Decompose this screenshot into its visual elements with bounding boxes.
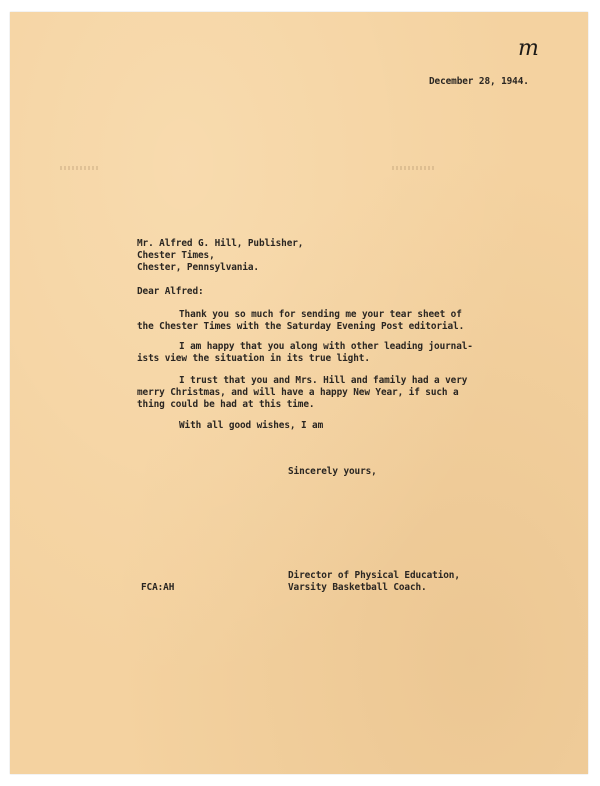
address-line: Chester, Pennsylvania. [137,262,259,273]
body-line: I trust that you and Mrs. Hill and family had a very [179,375,468,386]
signature-title-line: Director of Physical Education, [288,570,460,581]
salutation: Dear Alfred: [137,286,204,297]
body-line: With all good wishes, I am [179,420,324,431]
letter-date: December 28, 1944. [429,76,529,87]
faint-marking [392,166,434,170]
body-line: I am happy that you along with other leading journal- [179,341,473,352]
body-line: thing could be had at this time. [137,399,315,410]
handwritten-initial: m [518,36,539,61]
address-line: Chester Times, [137,250,215,261]
address-line: Mr. Alfred G. Hill, Publisher, [137,238,304,249]
body-line: the Chester Times with the Saturday Evening Post editorial. [137,321,465,332]
complimentary-closing: Sincerely yours, [288,466,377,477]
body-line: merry Christmas, and will have a happy New Year, if such a [137,387,459,398]
signature-title-line: Varsity Basketball Coach. [288,582,427,593]
faint-marking [60,166,98,170]
reference-initials: FCA:AH [141,582,175,593]
body-line: ists view the situation in its true light. [137,353,370,364]
body-line: Thank you so much for sending me your tear sheet of [179,309,462,320]
